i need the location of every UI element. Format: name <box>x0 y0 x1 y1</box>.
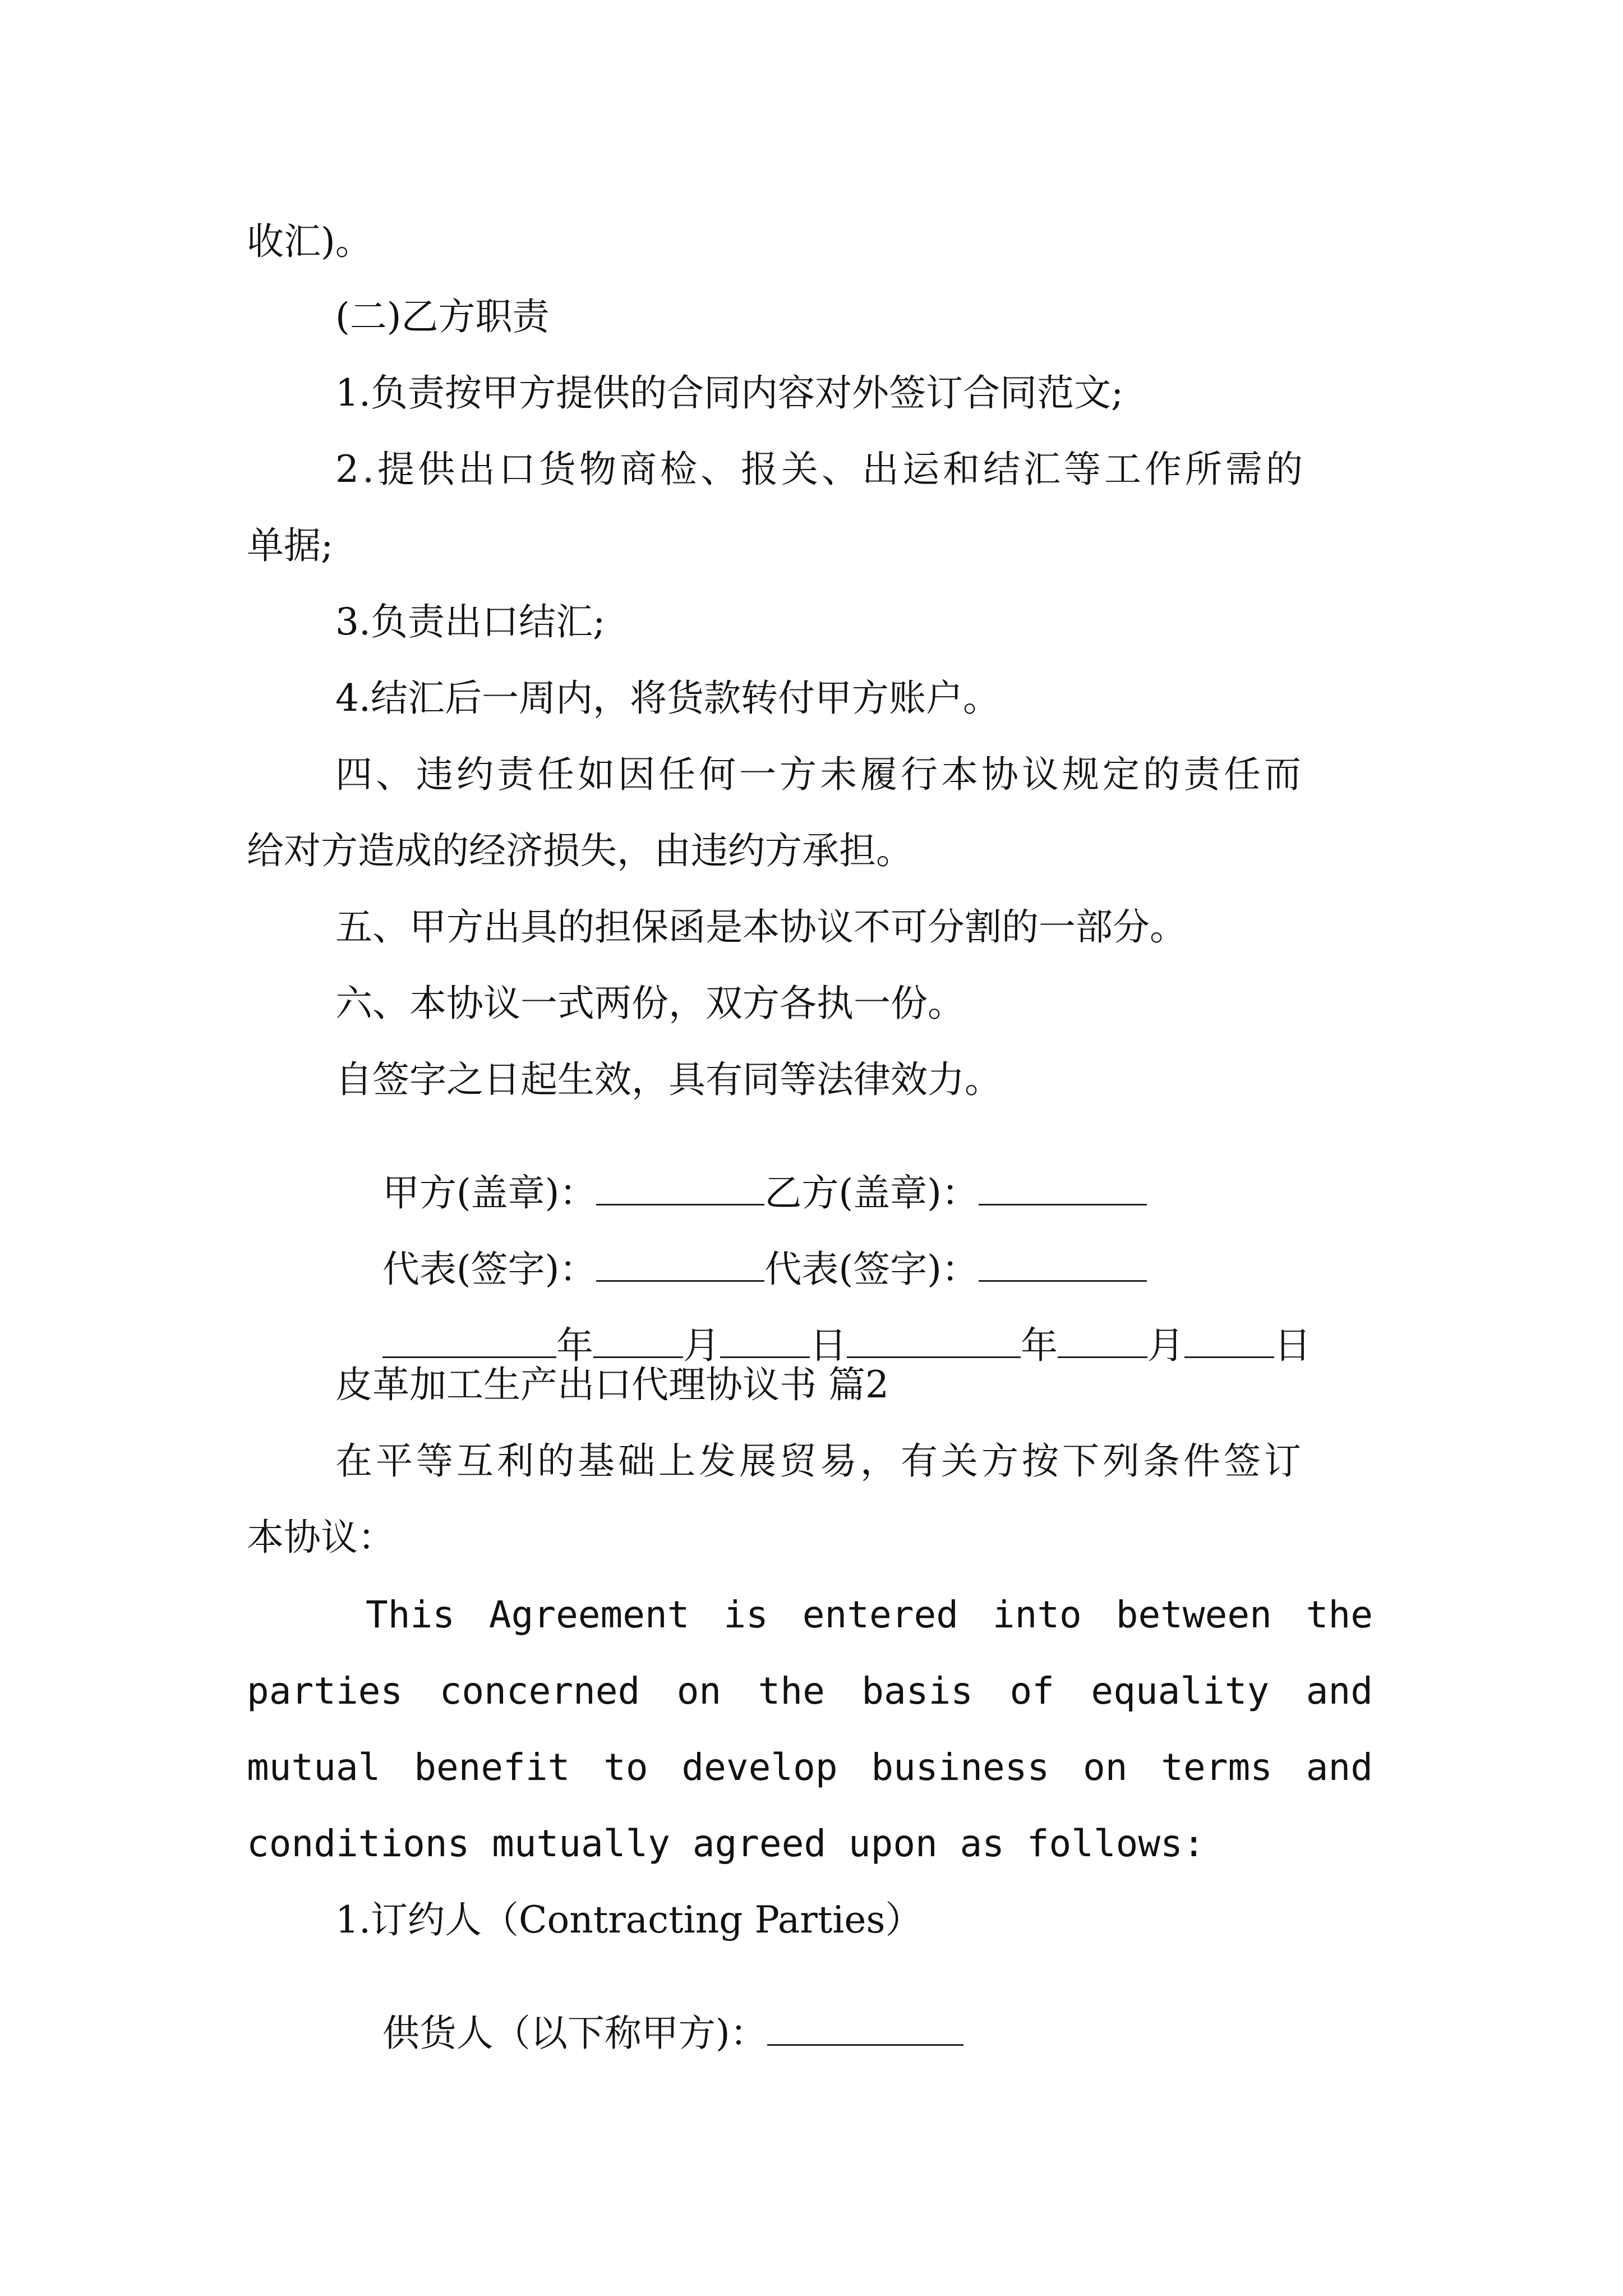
day-blank-a[interactable] <box>720 1356 810 1358</box>
clause-paragraph: 四、违约责任如因任何一方未履行本协议规定的责任而 <box>335 753 1304 796</box>
year-label: 年 <box>1020 1324 1058 1367</box>
english-line-2 <box>247 1669 1373 1713</box>
word: on <box>1083 1746 1128 1789</box>
list-item-continuation: 单据; <box>247 524 334 567</box>
word: and <box>1306 1746 1373 1789</box>
word: is <box>723 1593 768 1636</box>
word: between <box>1115 1593 1272 1636</box>
word: basis <box>861 1669 973 1713</box>
supplier-blank[interactable] <box>767 2044 963 2046</box>
word: on <box>676 1669 722 1713</box>
english-line-1 <box>366 1593 1373 1636</box>
month-blank-a[interactable] <box>593 1356 683 1358</box>
day-label: 日 <box>1274 1324 1311 1367</box>
section-heading: 1.订约人（Contracting Parties） <box>335 1898 923 1941</box>
word: parties <box>247 1669 403 1713</box>
list-item: 2.提供出口货物商检、报关、出运和结汇等工作所需的 <box>335 448 1306 491</box>
party-b-seal-blank[interactable] <box>979 1203 1147 1205</box>
english-line-3 <box>247 1746 1373 1789</box>
word: of <box>1009 1669 1054 1713</box>
word: entered <box>802 1593 958 1636</box>
word: concerned <box>439 1669 640 1713</box>
month-blank-b[interactable] <box>1058 1356 1147 1358</box>
section-heading: (二)乙方职责 <box>335 295 550 338</box>
word: the <box>1306 1593 1373 1636</box>
year-blank-b[interactable] <box>847 1356 1021 1358</box>
word: business <box>871 1746 1050 1789</box>
english-line-4: conditions mutually agreed upon as follows: <box>247 1822 1205 1865</box>
month-label: 月 <box>683 1324 720 1367</box>
month-label: 月 <box>1147 1324 1184 1367</box>
party-a-seal-label: 甲方(盖章)： <box>382 1171 597 1214</box>
word: to <box>603 1746 648 1789</box>
clause-continuation: 给对方造成的经济损失，由违约方承担。 <box>247 829 913 872</box>
day-label: 日 <box>809 1324 847 1367</box>
word: benefit <box>414 1746 570 1789</box>
word: into <box>992 1593 1082 1636</box>
word: Agreement <box>488 1593 690 1636</box>
word: and <box>1306 1669 1373 1713</box>
word: develop <box>681 1746 838 1789</box>
year-label: 年 <box>556 1324 593 1367</box>
party-b-rep-label: 代表(签字)： <box>764 1248 979 1291</box>
clause-paragraph: 五、甲方出具的担保函是本协议不可分割的一部分。 <box>335 905 1187 949</box>
word: This <box>366 1593 455 1636</box>
party-a-rep-label: 代表(签字)： <box>382 1248 597 1291</box>
list-item: 3.负责出口结汇; <box>335 600 606 643</box>
clause-paragraph: 六、本协议一式两份，双方各执一份。 <box>335 982 965 1025</box>
supplier-label: 供货人（以下称甲方)： <box>382 2012 767 2055</box>
agreement-title: 皮革加工生产出口代理协议书 篇2 <box>335 1363 889 1406</box>
day-blank-b[interactable] <box>1184 1356 1274 1358</box>
party-b-seal-label: 乙方(盖章)： <box>764 1171 979 1214</box>
party-a-rep-blank[interactable] <box>596 1280 764 1282</box>
paragraph-line: 在平等互利的基础上发展贸易，有关方按下列条件签订 <box>335 1439 1304 1483</box>
word: terms <box>1161 1746 1272 1789</box>
list-item: 1.负责按甲方提供的合同内容对外签订合同范文; <box>335 371 1124 415</box>
supplier-row <box>335 1978 963 2089</box>
year-blank-a[interactable] <box>382 1356 556 1358</box>
list-item: 4.结汇后一周内，将货款转付甲方账户。 <box>335 677 1000 720</box>
word: equality <box>1091 1669 1270 1713</box>
paragraph-continuation: 本协议： <box>247 1516 395 1559</box>
party-a-seal-blank[interactable] <box>596 1203 764 1205</box>
clause-paragraph: 自签字之日起生效，具有同等法律效力。 <box>335 1058 1002 1101</box>
word: the <box>758 1669 825 1713</box>
paragraph-line: 收汇)。 <box>247 220 372 263</box>
word: mutual <box>247 1746 381 1789</box>
party-b-rep-blank[interactable] <box>979 1280 1147 1282</box>
